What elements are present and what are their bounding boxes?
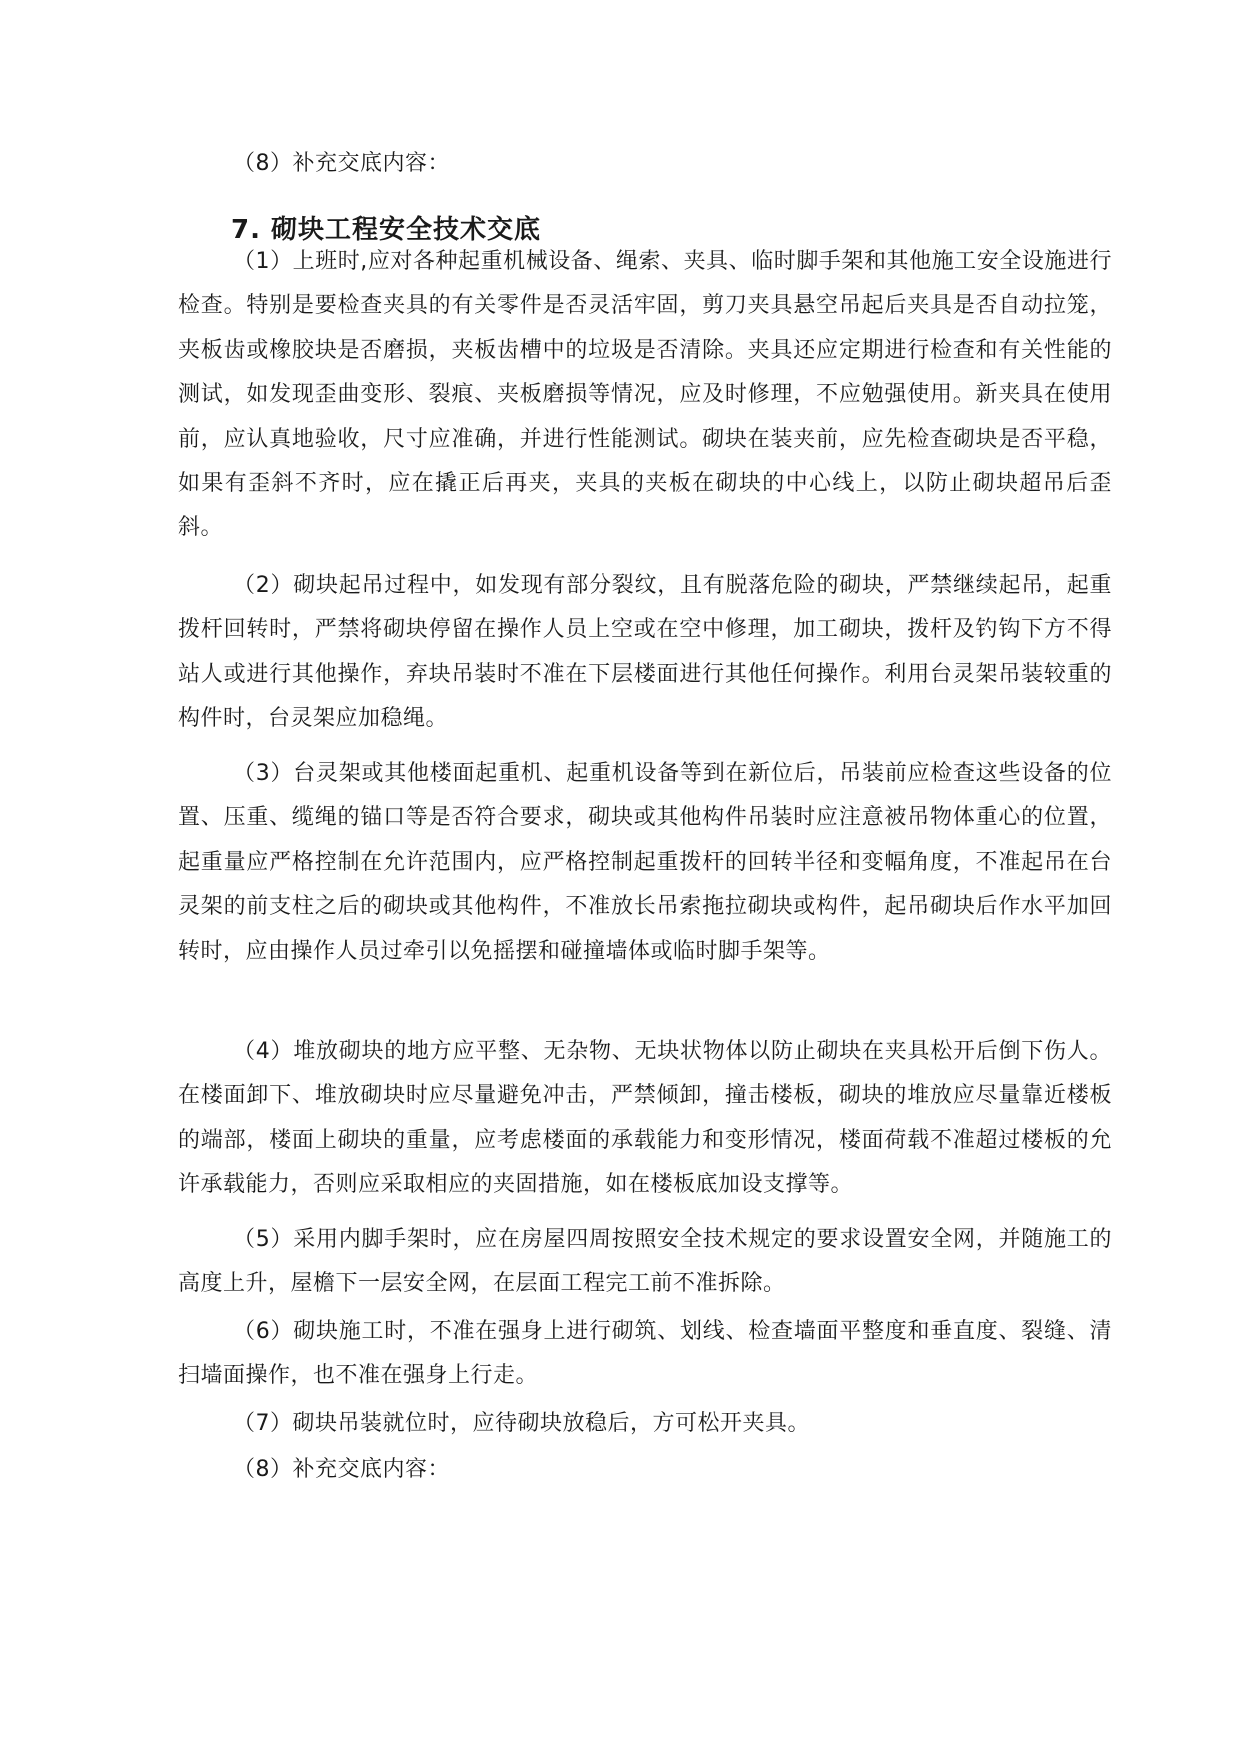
section-title: 7. 砌块工程安全技术交底: [231, 215, 542, 245]
paragraph-5: （5）采用内脚手架时，应在房屋四周按照安全技术规定的要求设置安全网，并随施工的高度上升，屋檐下一层安全网，在层面工程完工前不准拆除。: [178, 1227, 1112, 1297]
paragraph-2: （2）砌块起吊过程中，如发现有部分裂纹，且有脱落危险的砌块，严禁继续起吊，起重拨杆回转时，严禁将砌块停留在操作人员上空或在空中修理，加工砌块，拨杆及钓钩下方不得站人或进行其他操作，弃块吊装时不准在下层楼面进行其他任何操作。利用台灵架吊装较重的构件时，台灵架应加稳绳。: [178, 573, 1112, 732]
paragraph-7: （7）砌块吊装就位时，应待砌块放稳后，方可松开夹具。: [233, 1411, 810, 1436]
paragraph-3: （3）台灵架或其他楼面起重机、起重机设备等到在新位后，吊装前应检查这些设备的位置、压重、缆绳的锚口等是否符合要求，砌块或其他构件吊装时应注意被吊物体重心的位置，起重量应严格控制在允许范围内，应严格控制起重拨杆的回转半径和变幅角度，不准起吊在台灵架的前支柱之后的砌块或其他构件，不准放长吊索拖拉砌块或构件，起吊砌块后作水平加回转时，应由操作人员过牵引以免摇摆和碰撞墙体或临时脚手架等。: [178, 761, 1112, 964]
paragraph-1: （1）上班时,应对各种起重机械设备、绳索、夹具、临时脚手架和其他施工安全设施进行检查。特别是要检查夹具的有关零件是否灵活牢固，剪刀夹具悬空吊起后夹具是否自动拉笼，夹板齿或橡胶块是否磨损，夹板齿槽中的垃圾是否清除。夹具还应定期进行检查和有关性能的测试，如发现歪曲变形、裂痕、夹板磨损等情况，应及时修理，不应勉强使用。新夹具在使用前，应认真地验收，尺寸应准确，并进行性能测试。砌块在装夹前，应先检查砌块是否平稳，如果有歪斜不齐时，应在撬正后再夹，夹具的夹板在砌块的中心线上，以防止砌块超吊后歪斜。: [178, 249, 1112, 541]
paragraph-6: （6）砌块施工时，不准在强身上进行砌筑、划线、检查墙面平整度和垂直度、裂缝、清扫墙面操作，也不准在强身上行走。: [178, 1319, 1112, 1389]
top-note: （8）补充交底内容：: [233, 151, 450, 176]
paragraph-8: （8）补充交底内容：: [233, 1457, 450, 1482]
paragraph-4: （4）堆放砌块的地方应平整、无杂物、无块状物体以防止砌块在夹具松开后倒下伤人。在楼面卸下、堆放砌块时应尽量避免冲击，严禁倾卸，撞击楼板，砌块的堆放应尽量靠近楼板的端部，楼面上砌块的重量，应考虑楼面的承载能力和变形情况，楼面荷载不准超过楼板的允许承载能力，否则应采取相应的夹固措施，如在楼板底加设支撑等。: [178, 1039, 1112, 1198]
